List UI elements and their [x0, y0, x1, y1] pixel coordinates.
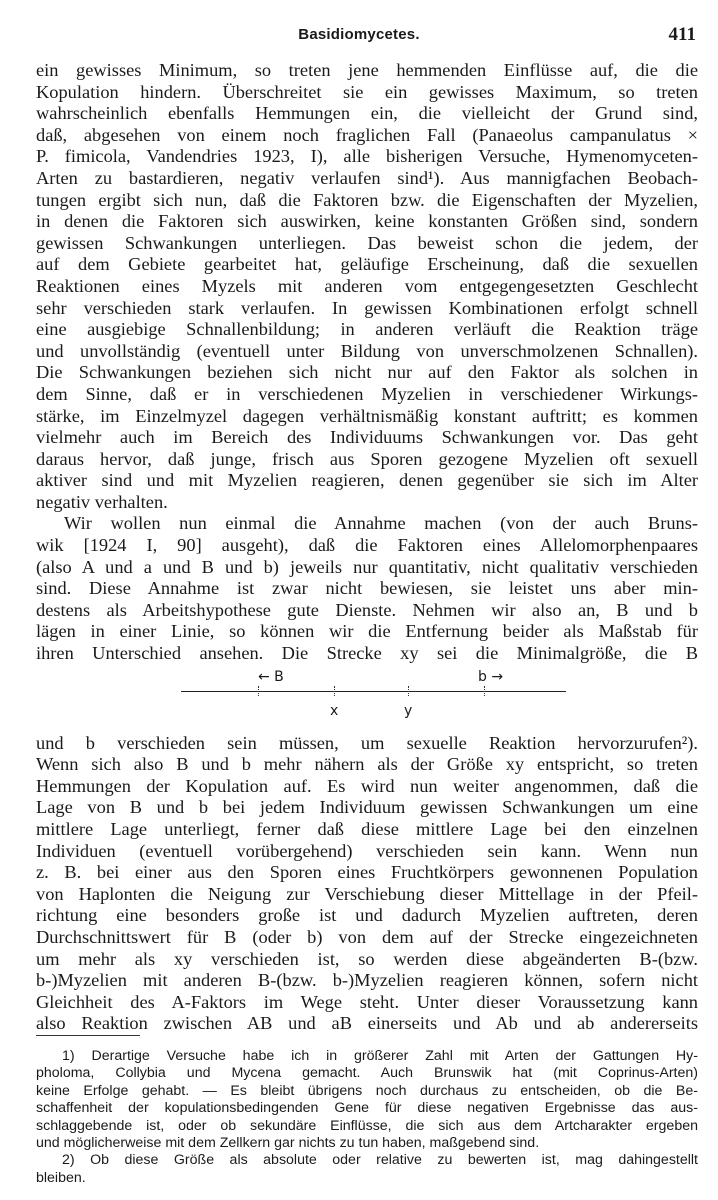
- footnote-line: 2) Ob diese Größe als absolute oder relative zu bewerten ist, mag dahingestellt: [62, 1152, 698, 1169]
- text-line: ihren Unterschied ansehen. Die Strecke xy sei die Minimalgröße, die B: [36, 643, 698, 664]
- text-line: und unvollständig (eventuell unter Bildung von unverschmolzenen Schnallen).: [36, 340, 698, 361]
- text-line: eine ausgiebige Schnallenbildung; in anderen verläuft die Reaktion träge: [36, 319, 698, 340]
- main-text: [36, 60, 698, 1035]
- text-line: Die Schwankungen beziehen sich nicht nur auf den Faktor als solchen in: [36, 362, 698, 383]
- text-line: richtung eine besonders große ist und dadurch Myzelien auftreten, deren: [36, 905, 698, 926]
- text-line: destens als Arbeitshypothese gute Dienste. Nehmen wir also an, B und b: [36, 599, 698, 620]
- footnotes: [36, 1048, 698, 1187]
- paragraph-2: [36, 513, 698, 664]
- text-line: b-)Myzelien mit anderen B-(bzw. b-)Myzelien reagieren können, sofern nicht: [36, 970, 698, 991]
- text-line: Hemmungen der Kopulation auf. Es wird nun weiter angenommen, daß die: [36, 775, 698, 796]
- footnote-rule: [36, 1035, 140, 1036]
- text-line: wik [1924 I, 90] ausgeht), daß die Faktoren eines Allelomorphenpaares: [36, 535, 698, 556]
- footnote-line: schlaggebende ist, oder ob sekundäre Einflüsse, die sich aus dem Artcharakter ergeben: [36, 1117, 698, 1134]
- footnote-line: keine Erfolge gehabt. — Es bleibt übrigens noch durchaus zu entscheiden, ob die Be-: [36, 1082, 698, 1099]
- figure-tick-y: [408, 686, 409, 696]
- text-line: lägen in einer Linie, so können wir die Entfernung beider als Maßstab für: [36, 621, 698, 642]
- text-line: Arten zu bastardieren, negativ verlaufen sind¹). Aus mannigfachen Beobach-: [36, 167, 698, 188]
- paragraph-1: [36, 60, 698, 513]
- text-line: ein gewisses Minimum, so treten jene hemmenden Einflüsse auf, die die: [36, 60, 698, 80]
- text-line: mittlere Lage unterliegt, ferner daß diese mittlere Lage bei den einzelnen: [36, 819, 698, 839]
- text-line: tungen ergibt sich nun, daß die Faktoren bzw. die Eigenschaften der Myzelien,: [36, 189, 698, 210]
- text-line: Gleichheit des A-Faktors im Wege steht. Unter dieser Voraussetzung kann: [36, 991, 698, 1012]
- footnote-line: und möglicherweise mit dem Zellkern gar nichts zu tun haben, maßgebend sind.: [36, 1134, 540, 1151]
- text-line: Reaktionen eines Myzels mit anderen vom entgegengesetzten Geschlecht: [36, 275, 698, 296]
- figure-label-left: ← B: [258, 668, 284, 685]
- footnote-line: bleiben.: [36, 1169, 86, 1186]
- text-line: daß, abgesehen von einem noch fraglichen Fall (Panaeolus campanulatus ×: [36, 124, 698, 145]
- figure-tick-x: [334, 686, 335, 696]
- figure-tick-b-small: [484, 686, 485, 696]
- text-line: Individuen (eventuell vorübergehend) verschieden sein kann. Wenn nun: [36, 840, 698, 861]
- text-line: stärke, im Einzelmyzel dagegen verhältnismäßig konstant auftritt; es kommen: [36, 405, 698, 426]
- text-line: sind. Diese Annahme ist zwar nicht bewiesen, sie leistet uns aber min-: [36, 578, 698, 599]
- figure-axis-line: [181, 691, 566, 692]
- segment-figure: [36, 665, 698, 733]
- text-line: gewissen Schwankungen unterliegen. Das beweist schon die jedem, der: [36, 232, 698, 253]
- text-line: Kopulation hindern. Überschreitet sie ein gewisses Maximum, so treten: [36, 81, 698, 102]
- page-header: [0, 24, 718, 54]
- text-line: negativ verhalten.: [36, 491, 168, 512]
- figure-label-y: y: [404, 702, 413, 719]
- footnote-line: 1) Derartige Versuche habe ich in größerer Zahl mit Arten der Gattungen Hy-: [62, 1048, 698, 1064]
- text-line: Wir wollen nun einmal die Annahme machen (von der auch Bruns-: [64, 513, 698, 534]
- text-line: daraus hervor, daß junge, frisch aus Sporen gezogene Myzelien oft sexuell: [36, 448, 698, 469]
- text-line: um mehr als xy verschieden ist, so werden diese abgeänderten B-(bzw.: [36, 948, 698, 969]
- footnote-1: [36, 1048, 698, 1152]
- footnote-line: pholoma, Collybia und Mycena gemacht. Auch Brunswik hat (mit Coprinus-Arten): [36, 1065, 698, 1082]
- text-line: Durchschnittswert für B (oder b) von dem auf der Strecke eingezeichneten: [36, 926, 698, 947]
- text-line: (also A und a und B und b) jeweils nur quantitativ, nicht qualitativ verschieden: [36, 556, 698, 577]
- text-line: also Reaktion zwischen AB und aB einerseits und Ab und ab andererseits: [36, 1013, 698, 1034]
- text-line: dem Sinne, daß er in verschiedenen Myzelien in verschiedener Wirkungs-: [36, 383, 698, 404]
- paragraph-3: [36, 733, 698, 1035]
- text-line: z. B. bei einer aus den Sporen eines Fruchtkörpers gewonnenen Population: [36, 862, 698, 883]
- text-line: und b verschieden sein müssen, um sexuelle Reaktion hervorzurufen²).: [36, 732, 698, 753]
- text-line: P. fimicola, Vandendries 1923, I), alle bisherigen Versuche, Hymenomyceten-: [36, 146, 698, 167]
- page-number: 411: [668, 24, 696, 45]
- figure-label-x: x: [330, 702, 339, 719]
- text-line: von Haplonten die Neigung zur Verschiebung dieser Mittellage in der Pfeil-: [36, 883, 698, 904]
- text-line: wahrscheinlich ebenfalls Hemmungen ein, die vielleicht der Grund sind,: [36, 103, 698, 124]
- footnote-line: schaffenheit der kopulationsbedingenden Gene für diese negativen Ergebnisse das aus-: [36, 1100, 698, 1117]
- figure-tick-b: [258, 686, 259, 696]
- text-line: vielmehr auch im Bereich des Individuums Schwankungen vor. Das geht: [36, 427, 698, 448]
- text-line: Wenn sich also B und b mehr nähern als der Größe xy entspricht, so treten: [36, 754, 698, 775]
- text-line: sehr verschieden stark verlaufen. In gewissen Kombinationen erfolgt schnell: [36, 297, 698, 318]
- text-line: Lage von B und b bei jedem Individuum gewissen Schwankungen um eine: [36, 797, 698, 818]
- footnote-2: [36, 1152, 698, 1187]
- text-line: in denen die Faktoren sich auswirken, keine konstanten Größen sind, sondern: [36, 211, 698, 232]
- text-line: auf dem Gebiete gearbeitet hat, geläufige Erscheinung, daß die sexuellen: [36, 254, 698, 275]
- text-line: aktiver sind und mit Myzelien reagieren, denen gegenüber sie sich im Alter: [36, 470, 698, 491]
- figure-label-right: b →: [478, 668, 504, 685]
- running-head: Basidiomycetes.: [298, 26, 420, 43]
